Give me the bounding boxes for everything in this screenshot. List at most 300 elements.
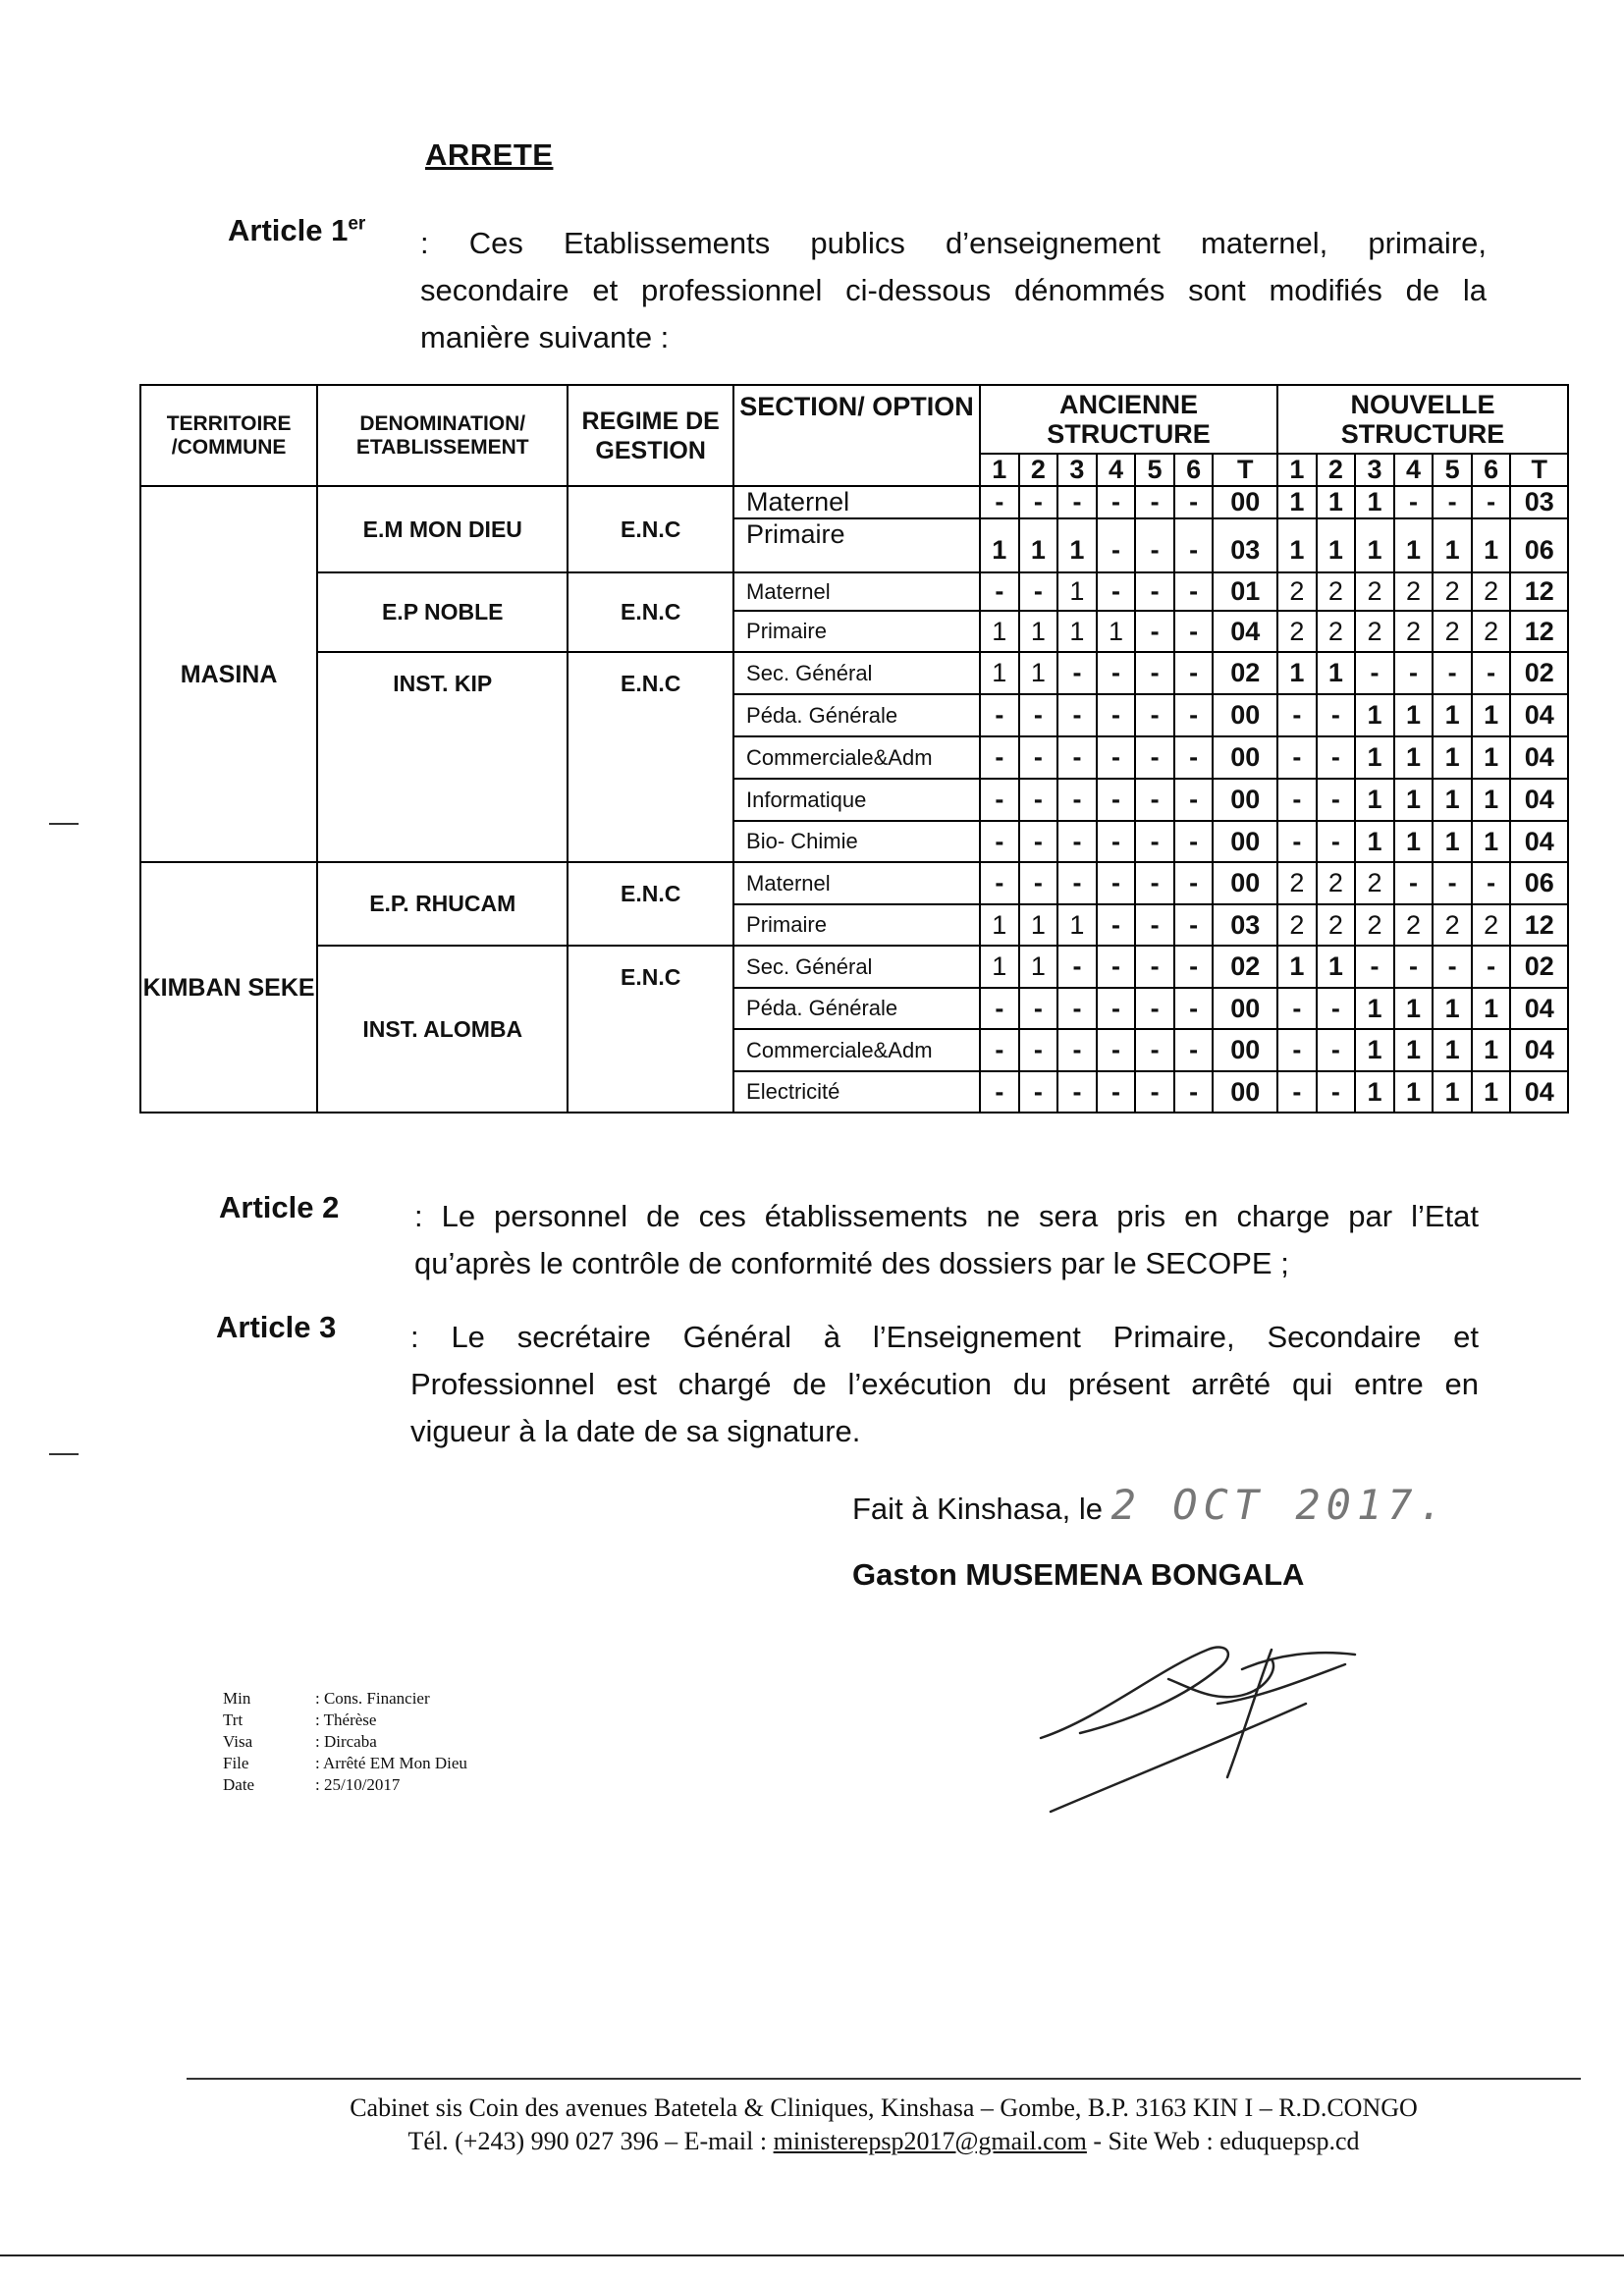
- reference-row: [223, 1753, 467, 1774]
- anc-year-5-cell: -: [1135, 988, 1174, 1029]
- nouv-year-4-cell: 1: [1394, 1029, 1434, 1071]
- header-ancienne: ANCIENNE STRUCTURE: [980, 385, 1277, 454]
- nouv-year-4-cell: 1: [1394, 988, 1434, 1029]
- anc-year-5-cell: -: [1135, 652, 1174, 694]
- nouv-total-cell: 12: [1510, 572, 1568, 611]
- nouv-year-1-cell: 2: [1277, 611, 1317, 652]
- anc-total-cell: 03: [1213, 904, 1277, 946]
- sub-nouv-4: 4: [1394, 454, 1434, 486]
- anc-year-2-cell: 1: [1019, 518, 1058, 572]
- nouv-year-1-cell: -: [1277, 694, 1317, 736]
- article-3-label: Article 3: [216, 1310, 337, 1344]
- footer-divider: [187, 2078, 1581, 2080]
- nouv-year-3-cell: 1: [1355, 779, 1394, 821]
- nouv-year-1-cell: -: [1277, 821, 1317, 862]
- nouv-year-3-cell: 1: [1355, 988, 1394, 1029]
- anc-year-6-cell: -: [1174, 694, 1214, 736]
- header-section: SECTION/ OPTION: [733, 385, 980, 486]
- reference-key: File: [223, 1754, 249, 1772]
- page-heading: ARRETE: [425, 137, 554, 172]
- anc-year-1-cell: -: [980, 779, 1019, 821]
- anc-year-5-cell: -: [1135, 518, 1174, 572]
- anc-year-3-cell: -: [1057, 779, 1097, 821]
- anc-year-4-cell: -: [1097, 694, 1136, 736]
- footer: [187, 2091, 1581, 2158]
- section-cell: Bio- Chimie: [733, 821, 980, 862]
- sub-nouv-2: 2: [1317, 454, 1356, 486]
- anc-year-4-cell: -: [1097, 821, 1136, 862]
- reference-value: : 25/10/2017: [315, 1775, 401, 1794]
- nouv-year-2-cell: 1: [1317, 518, 1356, 572]
- reference-row: [223, 1731, 467, 1753]
- regime-ep-noble: E.N.C: [568, 572, 733, 652]
- anc-total-cell: 00: [1213, 694, 1277, 736]
- anc-total-cell: 00: [1213, 1029, 1277, 1071]
- anc-year-5-cell: -: [1135, 1029, 1174, 1071]
- section-cell: Maternel: [733, 486, 980, 518]
- footer-site: - Site Web : eduquepsp.cd: [1086, 2127, 1360, 2155]
- anc-year-2-cell: -: [1019, 694, 1058, 736]
- territory-masina: MASINA: [140, 486, 317, 862]
- etab-ep-rhucam: E.P. RHUCAM: [317, 862, 568, 946]
- sub-nouv-6: 6: [1472, 454, 1511, 486]
- nouv-year-5-cell: 1: [1433, 821, 1472, 862]
- sub-anc-1: 1: [980, 454, 1019, 486]
- anc-year-5-cell: -: [1135, 736, 1174, 779]
- nouv-year-5-cell: -: [1433, 862, 1472, 904]
- margin-mark: [49, 823, 79, 825]
- anc-year-6-cell: -: [1174, 572, 1214, 611]
- article-1-label-sup: er: [348, 213, 366, 235]
- anc-total-cell: 00: [1213, 486, 1277, 518]
- section-cell: Sec. Général: [733, 652, 980, 694]
- nouv-year-5-cell: 1: [1433, 736, 1472, 779]
- sub-anc-3: 3: [1057, 454, 1097, 486]
- anc-year-5-cell: -: [1135, 1071, 1174, 1113]
- etab-inst-alomba: INST. ALOMBA: [317, 946, 568, 1113]
- anc-total-cell: 00: [1213, 1071, 1277, 1113]
- reference-value: : Arrêté EM Mon Dieu: [315, 1754, 467, 1772]
- anc-total-cell: 00: [1213, 988, 1277, 1029]
- anc-year-4-cell: -: [1097, 779, 1136, 821]
- anc-year-3-cell: -: [1057, 694, 1097, 736]
- nouv-year-4-cell: 2: [1394, 904, 1434, 946]
- footer-address: Cabinet sis Coin des avenues Batetela & Cliniques, Kinshasa – Gombe, B.P. 3163 KIN I – R.D.CONGO: [350, 2093, 1418, 2122]
- nouv-year-2-cell: -: [1317, 779, 1356, 821]
- anc-year-3-cell: -: [1057, 736, 1097, 779]
- nouv-year-4-cell: 2: [1394, 611, 1434, 652]
- etab-ep-noble: E.P NOBLE: [317, 572, 568, 652]
- anc-year-2-cell: -: [1019, 1071, 1058, 1113]
- anc-year-5-cell: -: [1135, 779, 1174, 821]
- anc-total-cell: 02: [1213, 652, 1277, 694]
- nouv-total-cell: 04: [1510, 694, 1568, 736]
- anc-year-1-cell: -: [980, 694, 1019, 736]
- nouv-year-2-cell: -: [1317, 988, 1356, 1029]
- header-nouvelle: NOUVELLE STRUCTURE: [1277, 385, 1568, 454]
- anc-year-2-cell: -: [1019, 572, 1058, 611]
- anc-year-6-cell: -: [1174, 736, 1214, 779]
- anc-year-6-cell: -: [1174, 652, 1214, 694]
- nouv-year-2-cell: -: [1317, 821, 1356, 862]
- article-2-line-2: qu’après le contrôle de conformité des dossiers par le SECOPE ;: [414, 1246, 1289, 1280]
- nouv-year-4-cell: 1: [1394, 694, 1434, 736]
- article-1-label: [228, 213, 365, 248]
- nouv-total-cell: 06: [1510, 862, 1568, 904]
- anc-year-4-cell: -: [1097, 572, 1136, 611]
- nouv-year-5-cell: 2: [1433, 904, 1472, 946]
- section-cell: Primaire: [733, 904, 980, 946]
- anc-year-4-cell: -: [1097, 988, 1136, 1029]
- anc-year-6-cell: -: [1174, 779, 1214, 821]
- nouv-total-cell: 02: [1510, 946, 1568, 988]
- nouv-year-6-cell: 1: [1472, 821, 1511, 862]
- anc-year-3-cell: -: [1057, 946, 1097, 988]
- nouv-year-3-cell: 1: [1355, 486, 1394, 518]
- nouv-year-2-cell: 1: [1317, 652, 1356, 694]
- anc-year-3-cell: 1: [1057, 904, 1097, 946]
- anc-year-2-cell: -: [1019, 988, 1058, 1029]
- nouv-year-3-cell: 1: [1355, 1071, 1394, 1113]
- nouv-year-5-cell: 2: [1433, 611, 1472, 652]
- nouv-total-cell: 04: [1510, 736, 1568, 779]
- nouv-year-4-cell: 2: [1394, 572, 1434, 611]
- nouv-year-6-cell: 2: [1472, 904, 1511, 946]
- nouv-year-6-cell: 1: [1472, 518, 1511, 572]
- sub-anc-4: 4: [1097, 454, 1136, 486]
- anc-total-cell: 00: [1213, 862, 1277, 904]
- anc-year-5-cell: -: [1135, 862, 1174, 904]
- sub-anc-2: 2: [1019, 454, 1058, 486]
- nouv-year-5-cell: -: [1433, 486, 1472, 518]
- anc-year-4-cell: -: [1097, 1071, 1136, 1113]
- anc-year-6-cell: -: [1174, 518, 1214, 572]
- anc-year-6-cell: -: [1174, 988, 1214, 1029]
- header-regime: REGIME DE GESTION: [568, 385, 733, 486]
- anc-year-1-cell: -: [980, 821, 1019, 862]
- footer-tel: Tél. (+243) 990 027 396 – E-mail :: [407, 2127, 774, 2155]
- article-3-text: [410, 1314, 1479, 1455]
- nouv-total-cell: 04: [1510, 779, 1568, 821]
- nouv-year-6-cell: 1: [1472, 779, 1511, 821]
- nouv-total-cell: 04: [1510, 821, 1568, 862]
- anc-year-3-cell: 1: [1057, 611, 1097, 652]
- anc-year-5-cell: -: [1135, 611, 1174, 652]
- nouv-year-6-cell: 1: [1472, 736, 1511, 779]
- anc-year-2-cell: -: [1019, 821, 1058, 862]
- regime-inst-kip: E.N.C: [568, 652, 733, 862]
- nouv-year-6-cell: -: [1472, 652, 1511, 694]
- nouv-total-cell: 02: [1510, 652, 1568, 694]
- table-row: [140, 862, 1568, 904]
- anc-year-3-cell: -: [1057, 862, 1097, 904]
- anc-total-cell: 00: [1213, 736, 1277, 779]
- nouv-total-cell: 03: [1510, 486, 1568, 518]
- anc-year-2-cell: -: [1019, 779, 1058, 821]
- anc-year-3-cell: 1: [1057, 518, 1097, 572]
- anc-year-6-cell: -: [1174, 1029, 1214, 1071]
- reference-key: Min: [223, 1689, 251, 1708]
- nouv-year-3-cell: 1: [1355, 694, 1394, 736]
- nouv-year-4-cell: -: [1394, 946, 1434, 988]
- article-2-label: Article 2: [219, 1190, 340, 1224]
- anc-year-5-cell: -: [1135, 572, 1174, 611]
- anc-year-4-cell: -: [1097, 904, 1136, 946]
- nouv-year-1-cell: 1: [1277, 652, 1317, 694]
- nouv-year-3-cell: 2: [1355, 611, 1394, 652]
- anc-year-2-cell: 1: [1019, 904, 1058, 946]
- table-row: [140, 572, 1568, 611]
- nouv-year-1-cell: 1: [1277, 946, 1317, 988]
- nouv-year-2-cell: 1: [1317, 946, 1356, 988]
- nouv-year-2-cell: 2: [1317, 904, 1356, 946]
- nouv-year-6-cell: 2: [1472, 611, 1511, 652]
- anc-year-2-cell: 1: [1019, 946, 1058, 988]
- anc-year-6-cell: -: [1174, 611, 1214, 652]
- anc-year-3-cell: -: [1057, 652, 1097, 694]
- nouv-year-5-cell: 2: [1433, 572, 1472, 611]
- nouv-total-cell: 04: [1510, 1029, 1568, 1071]
- section-cell: Maternel: [733, 862, 980, 904]
- anc-year-3-cell: 1: [1057, 572, 1097, 611]
- section-cell: Péda. Générale: [733, 988, 980, 1029]
- nouv-year-4-cell: 1: [1394, 736, 1434, 779]
- anc-year-1-cell: -: [980, 486, 1019, 518]
- anc-year-1-cell: 1: [980, 904, 1019, 946]
- anc-year-5-cell: -: [1135, 486, 1174, 518]
- nouv-year-2-cell: -: [1317, 694, 1356, 736]
- nouv-year-1-cell: -: [1277, 1029, 1317, 1071]
- nouv-total-cell: 06: [1510, 518, 1568, 572]
- nouv-total-cell: 04: [1510, 1071, 1568, 1113]
- article-1-label-text: Article 1: [228, 213, 349, 247]
- anc-year-3-cell: -: [1057, 1029, 1097, 1071]
- article-1-text: [420, 220, 1487, 361]
- etab-em-mon-dieu: E.M MON DIEU: [317, 486, 568, 572]
- reference-row: [223, 1774, 467, 1796]
- nouv-year-5-cell: 1: [1433, 694, 1472, 736]
- nouv-year-6-cell: 1: [1472, 1029, 1511, 1071]
- nouv-year-2-cell: 2: [1317, 572, 1356, 611]
- nouv-year-2-cell: -: [1317, 736, 1356, 779]
- sub-anc-5: 5: [1135, 454, 1174, 486]
- nouv-year-6-cell: 1: [1472, 988, 1511, 1029]
- sub-anc-6: 6: [1174, 454, 1214, 486]
- references-block: [223, 1688, 467, 1796]
- nouv-year-3-cell: 1: [1355, 1029, 1394, 1071]
- table-row: [140, 946, 1568, 988]
- nouv-year-6-cell: 1: [1472, 694, 1511, 736]
- nouv-year-2-cell: 1: [1317, 486, 1356, 518]
- table-row: [140, 652, 1568, 694]
- section-cell: Primaire: [733, 611, 980, 652]
- footer-contact: [187, 2125, 1581, 2158]
- header-denomination: DENOMINATION/ ETABLISSEMENT: [317, 385, 568, 486]
- article-2-text: [414, 1193, 1479, 1287]
- anc-year-2-cell: -: [1019, 736, 1058, 779]
- sub-nouv-5: 5: [1433, 454, 1472, 486]
- nouv-year-4-cell: -: [1394, 652, 1434, 694]
- anc-year-2-cell: 1: [1019, 611, 1058, 652]
- anc-year-5-cell: -: [1135, 904, 1174, 946]
- anc-year-3-cell: -: [1057, 821, 1097, 862]
- anc-year-1-cell: 1: [980, 946, 1019, 988]
- sub-anc-t: T: [1213, 454, 1277, 486]
- structure-table: [139, 384, 1569, 1113]
- nouv-year-1-cell: 2: [1277, 904, 1317, 946]
- anc-year-4-cell: -: [1097, 736, 1136, 779]
- anc-year-1-cell: -: [980, 572, 1019, 611]
- nouv-year-2-cell: 2: [1317, 611, 1356, 652]
- anc-year-2-cell: -: [1019, 1029, 1058, 1071]
- nouv-year-1-cell: 2: [1277, 572, 1317, 611]
- nouv-total-cell: 12: [1510, 904, 1568, 946]
- anc-year-1-cell: 1: [980, 518, 1019, 572]
- section-cell: Commerciale&Adm: [733, 736, 980, 779]
- article-2-line-1: : Le personnel de ces établissements ne sera pris en charge par l’Etat: [414, 1199, 1479, 1233]
- nouv-year-6-cell: 2: [1472, 572, 1511, 611]
- reference-key: Trt: [223, 1711, 244, 1729]
- regime-em-mon-dieu: E.N.C: [568, 486, 733, 572]
- nouv-year-3-cell: -: [1355, 946, 1394, 988]
- anc-year-4-cell: -: [1097, 946, 1136, 988]
- sub-nouv-1: 1: [1277, 454, 1317, 486]
- nouv-year-3-cell: -: [1355, 652, 1394, 694]
- anc-year-1-cell: -: [980, 736, 1019, 779]
- nouv-year-1-cell: 1: [1277, 518, 1317, 572]
- anc-year-6-cell: -: [1174, 821, 1214, 862]
- anc-total-cell: 00: [1213, 821, 1277, 862]
- place-text: Fait à Kinshasa, le: [852, 1492, 1104, 1526]
- reference-value: : Thérèse: [315, 1711, 377, 1729]
- nouv-year-3-cell: 1: [1355, 821, 1394, 862]
- nouv-year-4-cell: 1: [1394, 518, 1434, 572]
- nouv-year-6-cell: -: [1472, 486, 1511, 518]
- reference-value: : Cons. Financier: [315, 1689, 430, 1708]
- margin-mark: [49, 1453, 79, 1455]
- nouv-year-5-cell: 1: [1433, 518, 1472, 572]
- anc-total-cell: 00: [1213, 779, 1277, 821]
- nouv-year-2-cell: 2: [1317, 862, 1356, 904]
- reference-row: [223, 1688, 467, 1710]
- nouv-total-cell: 12: [1510, 611, 1568, 652]
- anc-year-2-cell: 1: [1019, 652, 1058, 694]
- anc-year-3-cell: -: [1057, 486, 1097, 518]
- nouv-year-3-cell: 2: [1355, 572, 1394, 611]
- nouv-year-1-cell: -: [1277, 779, 1317, 821]
- anc-year-1-cell: -: [980, 1029, 1019, 1071]
- anc-year-4-cell: -: [1097, 1029, 1136, 1071]
- nouv-year-6-cell: 1: [1472, 1071, 1511, 1113]
- nouv-year-6-cell: -: [1472, 862, 1511, 904]
- anc-year-1-cell: 1: [980, 652, 1019, 694]
- article-1-line-3: manière suivante :: [420, 320, 670, 354]
- anc-year-6-cell: -: [1174, 486, 1214, 518]
- regime-ep-rhucam: E.N.C: [568, 862, 733, 946]
- bottom-divider: [0, 2254, 1624, 2256]
- sub-nouv-3: 3: [1355, 454, 1394, 486]
- anc-year-1-cell: -: [980, 988, 1019, 1029]
- anc-year-5-cell: -: [1135, 821, 1174, 862]
- nouv-year-3-cell: 2: [1355, 904, 1394, 946]
- table-row: [140, 486, 1568, 518]
- section-cell: Sec. Général: [733, 946, 980, 988]
- nouv-year-4-cell: 1: [1394, 1071, 1434, 1113]
- nouv-year-4-cell: -: [1394, 486, 1434, 518]
- reference-value: : Dircaba: [315, 1732, 377, 1751]
- article-3-line-3: vigueur à la date de sa signature.: [410, 1414, 861, 1448]
- anc-year-2-cell: -: [1019, 862, 1058, 904]
- signatory-name: Gaston MUSEMENA BONGALA: [852, 1557, 1305, 1592]
- nouv-year-2-cell: -: [1317, 1029, 1356, 1071]
- section-cell: Péda. Générale: [733, 694, 980, 736]
- nouv-year-5-cell: 1: [1433, 779, 1472, 821]
- footer-email[interactable]: ministerepsp2017@gmail.com: [773, 2127, 1087, 2155]
- nouv-year-5-cell: 1: [1433, 1071, 1472, 1113]
- nouv-year-4-cell: -: [1394, 862, 1434, 904]
- anc-year-5-cell: -: [1135, 946, 1174, 988]
- nouv-year-5-cell: -: [1433, 946, 1472, 988]
- reference-row: [223, 1710, 467, 1731]
- header-territoire: TERRITOIRE /COMMUNE: [140, 385, 317, 486]
- nouv-year-5-cell: 1: [1433, 988, 1472, 1029]
- nouv-total-cell: 04: [1510, 988, 1568, 1029]
- reference-key: Visa: [223, 1732, 253, 1751]
- article-1-line-2: secondaire et professionnel ci-dessous dénommés sont modifiés de la: [420, 273, 1487, 307]
- territory-kimban: KIMBAN SEKE: [140, 862, 317, 1113]
- nouv-year-4-cell: 1: [1394, 821, 1434, 862]
- nouv-year-1-cell: 2: [1277, 862, 1317, 904]
- anc-year-4-cell: -: [1097, 486, 1136, 518]
- reference-key: Date: [223, 1775, 255, 1794]
- anc-total-cell: 02: [1213, 946, 1277, 988]
- anc-total-cell: 01: [1213, 572, 1277, 611]
- nouv-year-2-cell: -: [1317, 1071, 1356, 1113]
- anc-year-4-cell: -: [1097, 862, 1136, 904]
- nouv-year-5-cell: -: [1433, 652, 1472, 694]
- article-3-line-1: : Le secrétaire Général à l’Enseignement Primaire, Secondaire et: [410, 1320, 1479, 1354]
- nouv-year-5-cell: 1: [1433, 1029, 1472, 1071]
- nouv-year-1-cell: -: [1277, 1071, 1317, 1113]
- anc-year-2-cell: -: [1019, 486, 1058, 518]
- section-cell: Maternel: [733, 572, 980, 611]
- section-cell: Electricité: [733, 1071, 980, 1113]
- sub-nouv-t: T: [1510, 454, 1568, 486]
- nouv-year-1-cell: 1: [1277, 486, 1317, 518]
- anc-year-6-cell: -: [1174, 946, 1214, 988]
- section-cell: Commerciale&Adm: [733, 1029, 980, 1071]
- anc-year-6-cell: -: [1174, 904, 1214, 946]
- section-cell: Informatique: [733, 779, 980, 821]
- article-1-line-1: : Ces Etablissements publics d’enseignement maternel, primaire,: [420, 226, 1487, 260]
- nouv-year-3-cell: 2: [1355, 862, 1394, 904]
- anc-year-5-cell: -: [1135, 694, 1174, 736]
- anc-year-3-cell: -: [1057, 988, 1097, 1029]
- anc-year-4-cell: -: [1097, 652, 1136, 694]
- nouv-year-1-cell: -: [1277, 988, 1317, 1029]
- section-cell: Primaire: [733, 518, 980, 572]
- anc-year-3-cell: -: [1057, 1071, 1097, 1113]
- nouv-year-3-cell: 1: [1355, 736, 1394, 779]
- anc-year-1-cell: -: [980, 862, 1019, 904]
- signature-scribble: [1021, 1610, 1434, 1817]
- regime-inst-alomba: E.N.C: [568, 946, 733, 1113]
- nouv-year-1-cell: -: [1277, 736, 1317, 779]
- anc-year-6-cell: -: [1174, 1071, 1214, 1113]
- anc-year-6-cell: -: [1174, 862, 1214, 904]
- nouv-year-3-cell: 1: [1355, 518, 1394, 572]
- anc-year-4-cell: -: [1097, 518, 1136, 572]
